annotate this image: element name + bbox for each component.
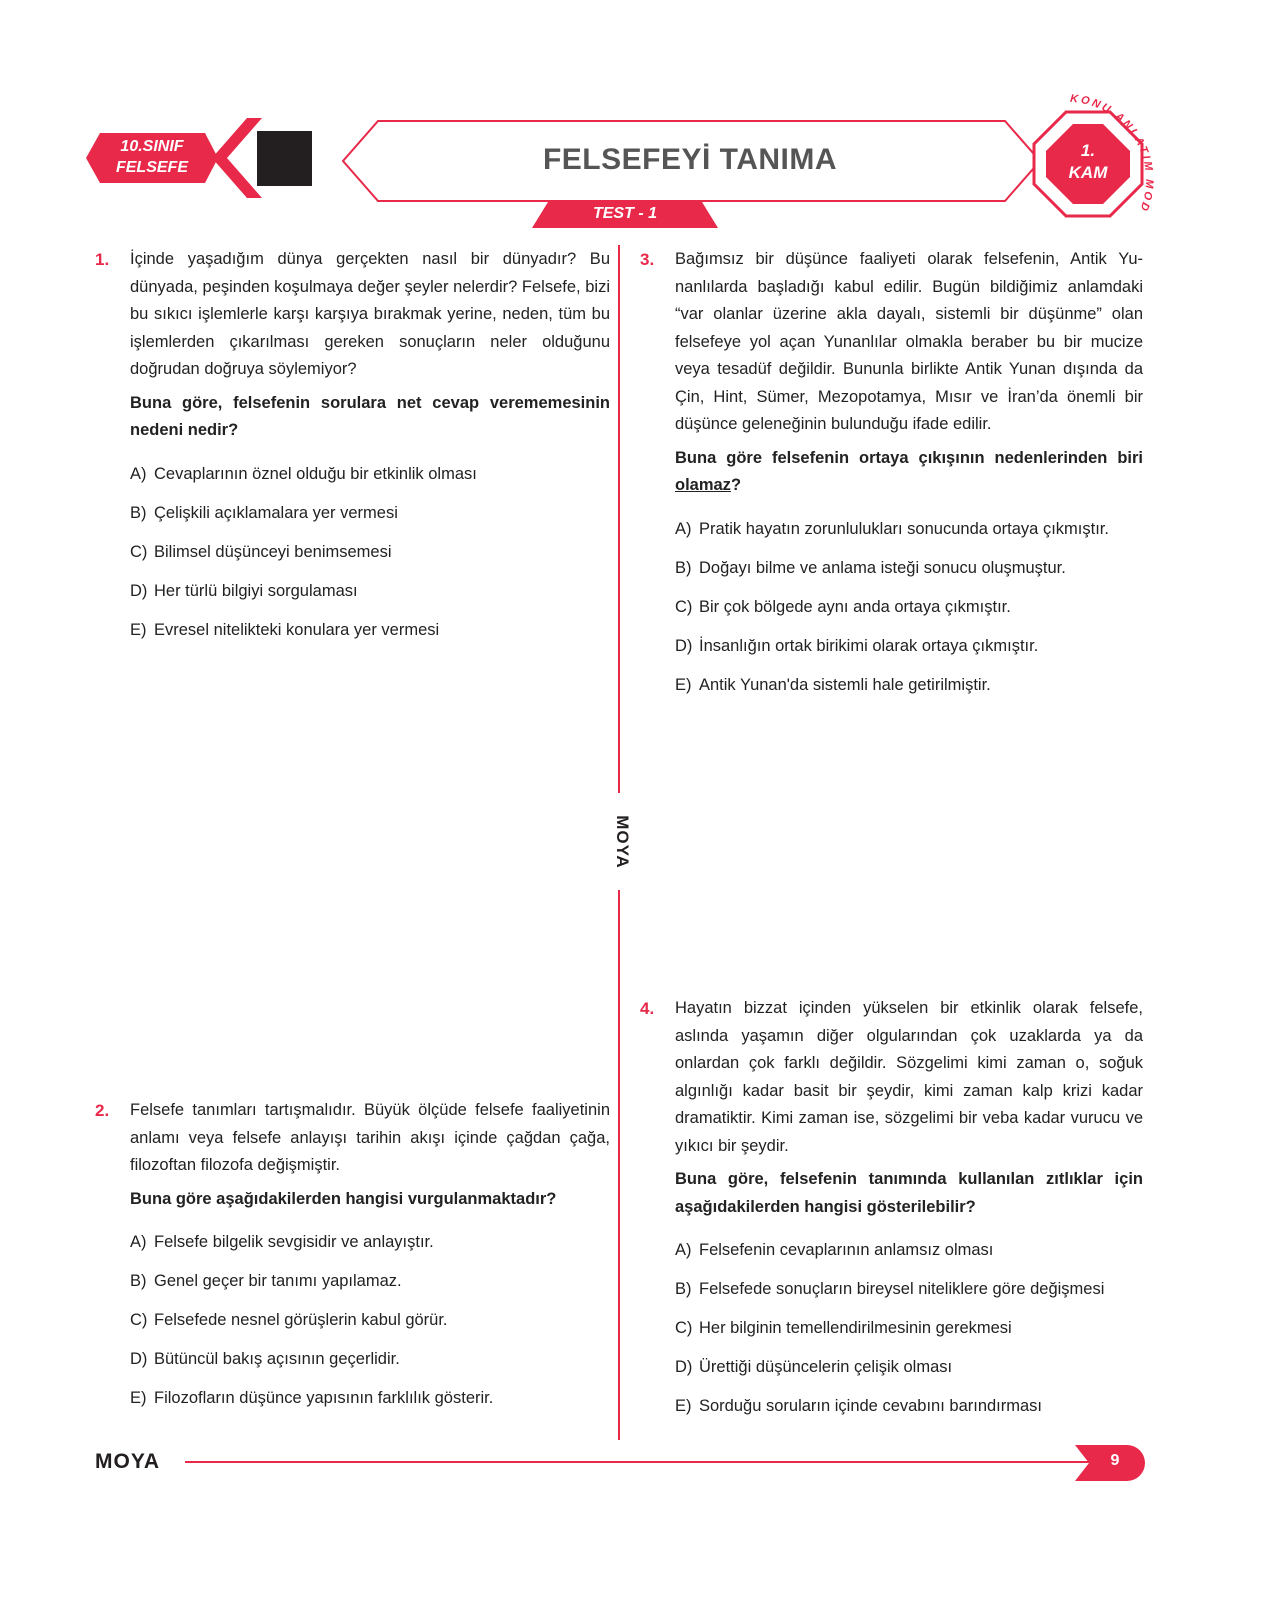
question-1 xyxy=(95,246,610,650)
option-d[interactable]: D) Bütüncül bakış açısının geçerlidir. xyxy=(130,1350,400,1368)
module-badge-number: 1. xyxy=(1080,141,1096,160)
footer-rule xyxy=(185,1461,1090,1463)
option-b[interactable]: B) Çelişkili açıklamalara yer vermesi xyxy=(130,503,398,522)
option-a[interactable]: A) Cevaplarının öznel olduğu bir etkinlik olması xyxy=(130,464,477,483)
module-arc-label: KONU ANLATIM MODÜLÜ xyxy=(1034,71,1156,215)
option-c[interactable]: C) Bilimsel düşünceyi benimsemesi xyxy=(130,542,392,561)
question-3 xyxy=(640,246,1143,705)
question-stem: İçinde yaşadığım dünya gerçekten nasıl bir dünyadır? Bu dünyada, peşinden koşulmaya değer şeyler nelerdir? Felsefe, bizi bu sıkıcı işlemlerle karşı karşıya bırakmak yerine, neden, tüm bu işlemlerden çıkarılması gereken sonuçların neler olduğunu doğrudan doğruya söylemiyor? xyxy=(130,250,610,378)
question-stem: Bağımsız bir düşünce faaliyeti olarak felsefenin, Antik Yunanlılarda başladığı kabul edilir. Bugün bildiğimiz anlamdaki “var olanlar üzerine akla dayalı, sistemli bir düşünme” olan felsefeye yol açan Yunanlılar olmakla beraber bu bir mucize veya tesadüf değildir. Bununla birlikte Antik Yunan dışında da Çin, Hint, Sümer, Mezopotamya, Mısır ve İran’da önemli bir düşünce geleneğinin bulunduğu ifade edilir. xyxy=(675,250,1143,433)
question-4 xyxy=(640,995,1143,1426)
question-number: 2. xyxy=(95,1101,110,1120)
module-badge-code: KAM xyxy=(1068,163,1108,182)
question-prompt: Buna göre, felsefenin sorulara net cevap verememesinin nedeni nedir? xyxy=(130,393,610,439)
option-d[interactable]: D) Ürettiği düşüncelerin çelişik olması xyxy=(675,1358,953,1376)
column-divider-bottom xyxy=(618,890,620,1440)
question-number: 1. xyxy=(95,250,110,269)
question-prompt: Buna göre aşağıdakilerden hangisi vurgulanmaktadır? xyxy=(130,1189,557,1208)
negative-emphasis: olamaz xyxy=(675,476,731,494)
module-arc-text xyxy=(1034,71,1160,220)
subject-text: FELSEFE xyxy=(115,159,188,176)
option-e[interactable]: E) Sorduğu soruların içinde cevabını barındırması xyxy=(675,1397,1043,1415)
divider-brand: MOYA xyxy=(613,815,632,869)
grade-label xyxy=(96,136,208,178)
option-c[interactable]: C) Felsefede nesnel görüşlerin kabul görür. xyxy=(130,1311,448,1329)
option-d[interactable]: D) İnsanlığın ortak birikimi olarak ortaya çıkmıştır. xyxy=(675,636,1039,655)
option-a[interactable]: A) Pratik hayatın zorunlulukları sonucunda ortaya çıkmıştır. xyxy=(675,519,1109,538)
option-b[interactable]: B) Genel geçer bir tanımı yapılamaz. xyxy=(130,1272,402,1290)
question-number: 3. xyxy=(640,250,655,269)
question-prompt: Buna göre felsefenin ortaya çıkışının nedenlerinden biri olamaz? xyxy=(675,448,1143,494)
option-b[interactable]: B) Felsefede sonuçların bireysel niteliklere göre değişmesi xyxy=(675,1280,1105,1298)
question-number: 4. xyxy=(640,999,655,1018)
svg-text:KONU ANLATIM MODÜLÜ xyxy=(1035,70,1155,215)
grade-text: 10.SINIF xyxy=(120,138,184,155)
column-divider-top xyxy=(618,245,620,793)
chevron-decoration xyxy=(212,118,262,198)
option-e[interactable]: E) Filozofların düşünce yapısının farklılık gösterir. xyxy=(130,1389,494,1407)
option-a[interactable]: A) Felsefe bilgelik sevgisidir ve anlayıştır. xyxy=(130,1233,434,1251)
option-e[interactable]: E) Antik Yunan'da sistemli hale getirilmiştir. xyxy=(675,675,991,694)
option-b[interactable]: B) Doğayı bilme ve anlama isteği sonucu oluşmuştur. xyxy=(675,558,1066,577)
question-stem: Felsefe tanımları tartışmalıdır. Büyük ölçüde felsefe faaliyetinin anlamı veya felsefe anlayışı tarihin akışı içinde çağdan çağa, filozoftan filozofa değişmiştir. xyxy=(130,1101,610,1174)
question-stem: Hayatın bizzat içinden yükselen bir etkinlik olarak felsefe, aslında yaşamın diğer olgularından çok uzaklarda ya da onlardan çok farklı değildir. Sözgelimi kimi zaman o, soğuk algınlığı kadar basit bir şeydir, kimi zaman kalp krizi kadar dramatiktir. Kimi zaman ise, sözgelimi bir veba kadar vurucu ve yıkıcı bir şeydir. xyxy=(675,999,1143,1155)
option-c[interactable]: C) Bir çok bölgede aynı anda ortaya çıkmıştır. xyxy=(675,597,1011,616)
option-d[interactable]: D) Her türlü bilgiyi sorgulaması xyxy=(130,581,358,600)
test-label: TEST - 1 xyxy=(592,205,657,222)
footer-brand: MOYA xyxy=(95,1450,161,1473)
option-a[interactable]: A) Felsefenin cevaplarının anlamsız olması xyxy=(675,1241,994,1259)
page-title: FELSEFEYİ TANIMA xyxy=(542,143,838,176)
question-2 xyxy=(95,1097,610,1418)
option-e[interactable]: E) Evresel nitelikteki konulara yer vermesi xyxy=(130,620,440,639)
page-number: 9 xyxy=(1110,1452,1120,1469)
option-c[interactable]: C) Her bilginin temellendirilmesinin gerekmesi xyxy=(675,1319,1012,1337)
question-prompt: Buna göre, felsefenin tanımında kullanılan zıtlıklar için aşağıdakilerden hangisi gösterilebilir? xyxy=(675,1170,1143,1216)
dark-square xyxy=(257,131,312,186)
